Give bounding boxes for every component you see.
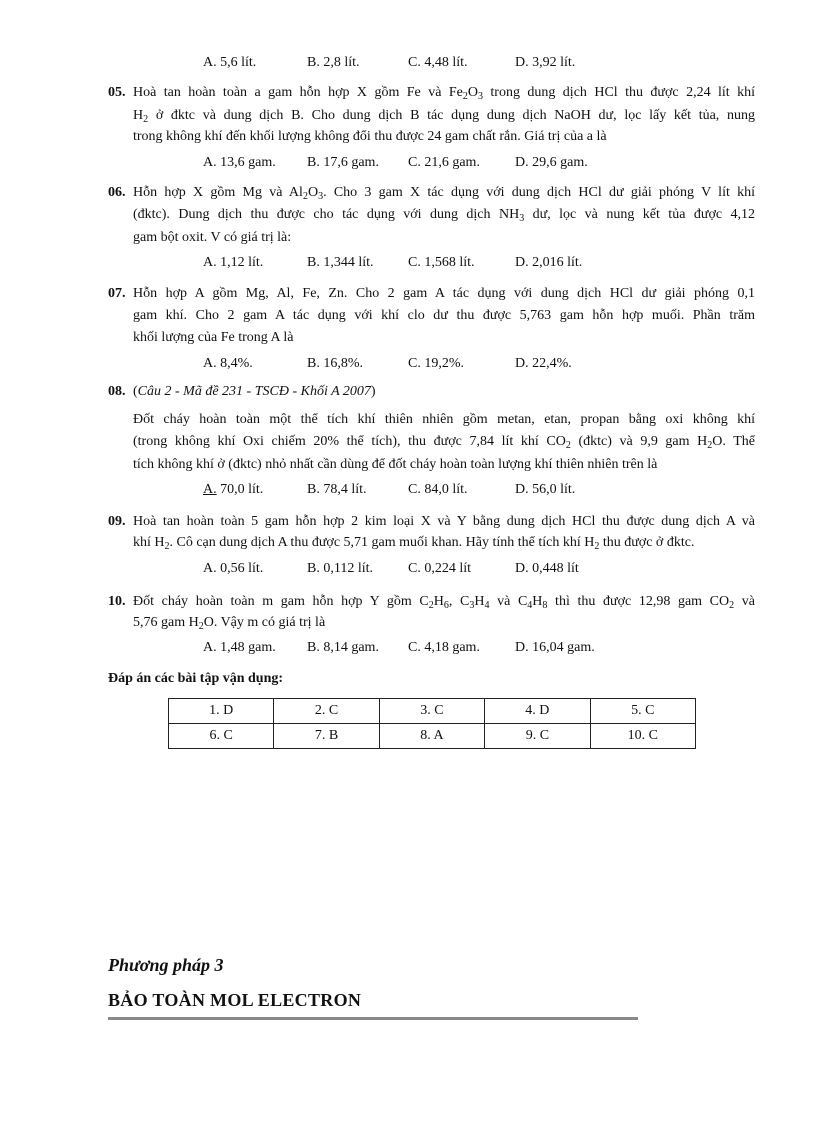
answer-cell: 6. C (169, 724, 274, 749)
answers-title: Đáp án các bài tập vận dụng: (108, 671, 284, 686)
answer-cell: 2. C (274, 699, 379, 724)
q10-line-2: 5,76 gam $H_2O$. Vậy m có giá trị là (133, 615, 326, 632)
q08-option-b: B. 78,4 lít. (307, 482, 367, 497)
q04-option-a: A. 5,6 lít. (203, 55, 257, 70)
q06-line-3: gam bột oxit. V có giá trị là: (133, 230, 292, 245)
q06-option-b: B. 1,344 lít. (307, 255, 374, 270)
answer-cell: 10. C (590, 724, 695, 749)
q07-line-3: khối lượng của Fe trong A là (133, 330, 294, 345)
q07-option-a: A. 8,4%. (203, 356, 253, 371)
q05-option-c: C. 21,6 gam. (408, 155, 480, 170)
q09-option-c: C. 0,224 lít (408, 561, 472, 576)
q09-line-2: khí $H_2$. Cô cạn dung dịch A thu được 5,71 gam muối khan. Hãy tính thể tích khí $H_2$ thu được ở đktc. (133, 535, 695, 552)
q05-line-1: Hoà tan hoàn toàn a gam hỗn hợp X gồm Fe và $Fe_2O_3$ trong dung dịch HCl thu được 2,24 lít khí (133, 85, 755, 102)
q07-line-2: gam khí. Cho 2 gam A tác dụng với khí clo dư thu được 5,763 gam hỗn hợp muối. Phần trăm (133, 308, 755, 323)
q10-option-c: C. 4,18 gam. (408, 640, 480, 655)
answer-cell: 9. C (485, 724, 590, 749)
q06-option-a: A. 1,12 lít. (203, 255, 264, 270)
q08-option-c: C. 84,0 lít. (408, 482, 468, 497)
q10-option-a: A. 1,48 gam. (203, 640, 276, 655)
q08-option-a: A. 70,0 lít. (203, 482, 264, 497)
q10-option-d: D. 16,04 gam. (515, 640, 595, 655)
q10-line-1: Đốt cháy hoàn toàn m gam hỗn hợp Y gồm $C_2H_6$, $C_3H_4$ và $C_4H_8$ thì thu được 12,98 gam $CO_2$ và (133, 594, 755, 611)
q05-option-d: D. 29,6 gam. (515, 155, 588, 170)
answers-row-2 (169, 724, 696, 749)
q06-option-c: C. 1,568 lít. (408, 255, 475, 270)
method-heading: Phương pháp 3 (108, 955, 224, 975)
answer-cell: 8. A (379, 724, 484, 749)
q07-number: 07. (108, 286, 126, 301)
answer-cell: 7. B (274, 724, 379, 749)
section-title: BẢO TOÀN MOL ELECTRON (108, 990, 362, 1010)
q05-option-a: A. 13,6 gam. (203, 155, 276, 170)
q09-option-b: B. 0,112 lít. (307, 561, 373, 576)
q10-option-b: B. 8,14 gam. (307, 640, 379, 655)
answer-cell: 5. C (590, 699, 695, 724)
answer-cell: 3. C (379, 699, 484, 724)
q04-option-b: B. 2,8 lít. (307, 55, 360, 70)
q08-line-1: Đốt cháy hoàn toàn một thể tích khí thiên nhiên gồm metan, etan, propan bằng oxi không khí (133, 412, 755, 427)
q08-option-d: D. 56,0 lít. (515, 482, 576, 497)
q07-option-d: D. 22,4%. (515, 356, 572, 371)
q06-line-1: Hỗn hợp X gồm Mg và $Al_2O_3$. Cho 3 gam X tác dụng với dung dịch HCl dư giải phóng V lít khí (133, 185, 755, 202)
q05-number: 05. (108, 85, 126, 100)
q08-source: (Câu 2 - Mã đề 231 - TSCĐ - Khối A 2007) (133, 384, 376, 399)
answer-cell: 4. D (485, 699, 590, 724)
q10-number: 10. (108, 594, 126, 609)
q08-line-3: tích không khí ở (đktc) nhỏ nhất cần dùng để đốt cháy hoàn toàn lượng khí thiên nhiên trên là (133, 457, 658, 472)
q04-option-d: D. 3,92 lít. (515, 55, 576, 70)
q04-option-c: C. 4,48 lít. (408, 55, 468, 70)
q05-option-b: B. 17,6 gam. (307, 155, 379, 170)
q06-line-2: (đktc). Dung dịch thu được cho tác dụng với dung dịch $NH_3$ dư, lọc và nung kết tủa được 4,12 (133, 207, 755, 224)
answers-row-1 (169, 699, 696, 724)
answer-cell: 1. D (169, 699, 274, 724)
q09-option-a: A. 0,56 lít. (203, 561, 264, 576)
q06-option-d: D. 2,016 lít. (515, 255, 583, 270)
q09-option-d: D. 0,448 lít (515, 561, 579, 576)
q07-option-c: C. 19,2%. (408, 356, 464, 371)
q08-number: 08. (108, 384, 126, 399)
q05-line-2: $H_2$ ở đktc và dung dịch B. Cho dung dịch B tác dụng dung dịch NaOH dư, lọc lấy kết tủa, nung (133, 108, 755, 125)
q07-line-1: Hỗn hợp A gồm Mg, Al, Fe, Zn. Cho 2 gam A tác dụng với dung dịch HCl dư giải phóng 0,1 (133, 286, 755, 301)
q05-line-3: trong không khí đến khối lượng không đổi thu được 24 gam chất rắn. Giá trị của a là (133, 129, 607, 144)
q07-option-b: B. 16,8%. (307, 356, 363, 371)
q09-line-1: Hoà tan hoàn toàn 5 gam hỗn hợp 2 kim loại X và Y bằng dung dịch HCl thu được dung dịch A và (133, 514, 755, 529)
section-divider (108, 1017, 638, 1020)
q06-number: 06. (108, 185, 126, 200)
q09-number: 09. (108, 514, 126, 529)
q08-line-2: (trong không khí Oxi chiếm 20% thể tích), thu được 7,84 lít khí $CO_2$ (đktc) và 9,9 gam $H_2O$. Thể (133, 434, 756, 451)
answers-table (168, 698, 696, 749)
